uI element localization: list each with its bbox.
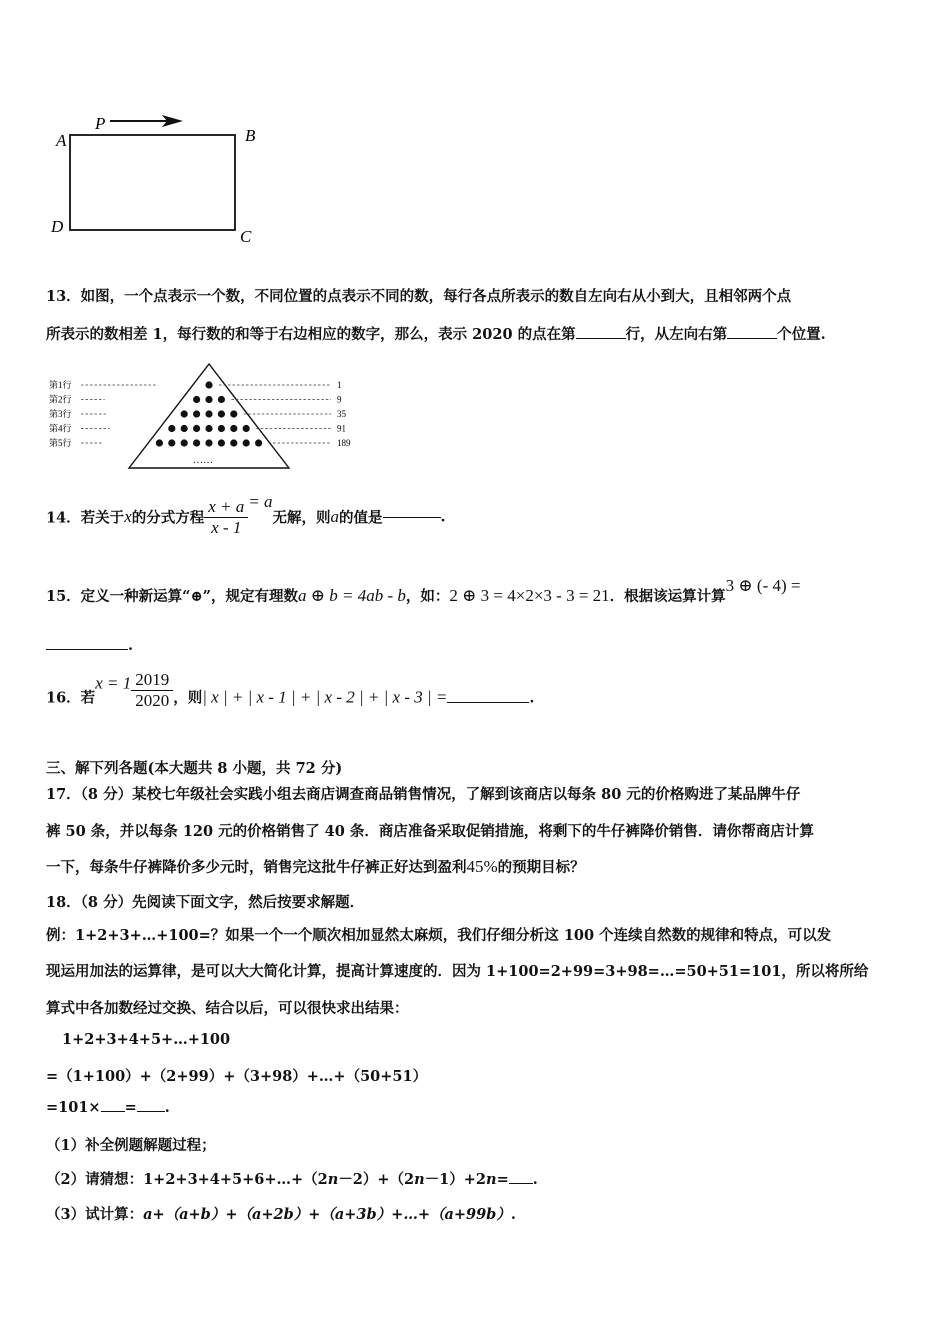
- q18-p3-a: （3）试计算：: [46, 1206, 144, 1223]
- number-dot: [168, 425, 175, 432]
- q18-p2-b: －2）+（2: [338, 1171, 415, 1188]
- q16-fraction: [131, 670, 173, 711]
- q14-fraction: [204, 497, 248, 538]
- q18-p3-b: .: [510, 1206, 516, 1223]
- number-dot: [181, 425, 188, 432]
- q14-mid: 的分式方程: [131, 509, 205, 527]
- q17-line3-a: 一下，每条牛仔裤降价多少元时，销售完这批牛仔裤正好达到盈利: [46, 859, 467, 876]
- number-dot: [205, 396, 212, 403]
- q18-p2-n1: n: [327, 1171, 339, 1188]
- number-dot: [193, 396, 200, 403]
- q15-example: 2 ⊕ 3 = 4×2×3 - 3 = 21: [449, 586, 610, 605]
- q17-line2: 裤 50 条，并以每条 120 元的价格销售了 40 条．商店准备采取促销措施，将剩下的牛仔裤降价销售．请你帮商店计算: [46, 823, 814, 840]
- number-dot: [230, 439, 237, 446]
- q18-p2-n3: n: [486, 1171, 497, 1188]
- q14-var-a: a: [330, 507, 339, 526]
- q18-calc-1: 1+2+3+4+5+…+100: [62, 1031, 231, 1048]
- q14: [46, 492, 446, 538]
- number-dot: [205, 410, 212, 417]
- q17-percent: 45%: [466, 857, 498, 876]
- row-sum: 9: [337, 394, 342, 405]
- q14-denominator: x - 1: [211, 517, 242, 537]
- q16-blank: [447, 701, 529, 703]
- label-b: B: [245, 126, 256, 145]
- number-dot: [243, 425, 250, 432]
- number-dot: [168, 439, 175, 446]
- label-a: A: [56, 131, 67, 150]
- q18-example-1: 例：1+2+3+…+100=？如果一个一个顺次相加显然太麻烦，我们仔细分析这 100 个连续自然数的规律和特点，可以发: [46, 927, 832, 944]
- q16-x-eq: x = 1: [95, 673, 132, 693]
- row-label: 第3行: [49, 409, 72, 419]
- q15-mid: ，如：: [405, 588, 450, 605]
- label-c: C: [240, 227, 252, 246]
- q13-text-a: 所表示的数相差 1，每行数的和等于右边相应的数字，那么，表示 2020 的点在第: [46, 326, 576, 343]
- triangle-rows: [49, 379, 351, 448]
- row-label: 第1行: [49, 380, 72, 390]
- q18-example-2: 现运用加法的运算律，是可以大大简化计算，提高计算速度的．因为 1+100=2+99=3+98=…=50+51=101，所以将所给: [46, 963, 869, 980]
- q18-p2-n2: n: [414, 1171, 425, 1188]
- q18-calc3-a: =101×: [46, 1099, 101, 1116]
- q14-prefix: 14．若关于: [46, 509, 125, 527]
- q15-compute: 3 ⊕ (- 4) =: [725, 576, 801, 595]
- number-dot: [205, 425, 212, 432]
- number-dot: [156, 439, 163, 446]
- label-p: P: [95, 114, 106, 133]
- q14-end: .: [440, 508, 446, 526]
- q14-eq: = a: [248, 492, 273, 511]
- row-sum: 91: [337, 423, 346, 434]
- q18-calc3-b: =: [124, 1099, 137, 1116]
- number-dot: [230, 425, 237, 432]
- q18-blank-2: [137, 1110, 165, 1112]
- q15-answer-line: [46, 637, 133, 654]
- q18-calc-3: [46, 1099, 170, 1116]
- number-dot: [205, 381, 212, 388]
- number-dot: [218, 425, 225, 432]
- number-dot: [193, 425, 200, 432]
- number-dot: [218, 396, 225, 403]
- q18-p2-a: （2）请猜想：1+2+3+4+5+6+…+（2: [46, 1171, 328, 1188]
- q18-part1: （1）补全例题解题过程；: [46, 1137, 216, 1154]
- q15-blank: [46, 648, 128, 650]
- q18-p2-c: －1）+2: [424, 1171, 487, 1188]
- q17-line1: 17．（8 分）某校七年级社会实践小组去商店调查商品销售情况，了解到该商店以每条 80 元的价格购进了某品牌牛仔: [46, 786, 801, 803]
- row-sum: 35: [337, 409, 346, 419]
- q17-line3-b: 的预期目标？: [497, 859, 585, 876]
- q16-prefix: 16．若: [46, 689, 96, 707]
- number-dot: [218, 439, 225, 446]
- q14-blank: [383, 516, 441, 518]
- number-dot: [230, 410, 237, 417]
- q16-end: .: [529, 689, 535, 707]
- q18-intro: 18．（8 分）先阅读下面文字，然后按要求解题．: [46, 894, 365, 911]
- row-sum: 189: [337, 438, 351, 448]
- q15-definition: a ⊕ b = 4ab - b: [298, 586, 406, 605]
- q18-p3-expr: a+（a+b）+（a+2b）+（a+3b）+…+（a+99b）: [143, 1206, 511, 1223]
- q13-blank-row: [576, 337, 626, 339]
- q14-after: 无解，则: [272, 509, 331, 527]
- q16-frac-den: 2020: [135, 691, 170, 710]
- q14-var-x: x: [124, 507, 132, 526]
- q18-calc3-c: .: [164, 1099, 170, 1116]
- q13-text-c: 个位置.: [777, 326, 826, 343]
- rectangle-figure: [40, 105, 280, 255]
- row-sum: 1: [337, 380, 342, 390]
- triangle-ellipsis: ……: [193, 455, 213, 466]
- number-dot: [193, 410, 200, 417]
- q18-blank-3: [509, 1182, 533, 1184]
- q13-line1: 13．如图，一个点表示一个数，不同位置的点表示不同的数，每行各点所表示的数自左向右从小到大，且相邻两个点: [46, 288, 792, 305]
- triangle-dot-figure: [45, 360, 365, 475]
- q18-part3: [46, 1203, 516, 1224]
- q16-frac-num: 2019: [131, 670, 173, 691]
- number-dot: [255, 439, 262, 446]
- q16-expr: | x | + | x - 1 | + | x - 2 | + | x - 3 | =: [202, 687, 448, 707]
- q14-numerator: x + a: [204, 497, 248, 518]
- number-dot: [181, 439, 188, 446]
- q15: [46, 576, 801, 606]
- row-label: 第2行: [49, 394, 72, 405]
- number-dot: [243, 439, 250, 446]
- q16-mid: ，则: [173, 689, 203, 707]
- q18-blank-1: [101, 1110, 125, 1112]
- number-dot: [218, 410, 225, 417]
- q13-text-b: 行，从左向右第: [625, 326, 728, 343]
- q18-part2: [46, 1168, 538, 1189]
- number-dot: [193, 439, 200, 446]
- q15-after: ．根据该运算计算: [609, 588, 726, 605]
- q13-line2: [46, 323, 826, 344]
- q15-end: .: [128, 637, 134, 654]
- q18-calc-2: =（1+100）+（2+99）+（3+98）+…+（50+51）: [46, 1068, 428, 1085]
- q18-p2-e: .: [532, 1171, 538, 1188]
- q18-p2-d: =: [496, 1171, 509, 1188]
- q13-blank-position: [727, 337, 777, 339]
- number-dot: [181, 410, 188, 417]
- row-label: 第4行: [49, 423, 72, 434]
- q16: [46, 670, 534, 711]
- rectangle-abcd: [70, 135, 235, 230]
- label-d: D: [51, 217, 64, 236]
- q17-line3: [46, 856, 585, 877]
- q15-prefix: 15．定义一种新运算“⊕”，规定有理数: [46, 588, 299, 605]
- number-dot: [205, 439, 212, 446]
- row-label: 第5行: [49, 438, 72, 448]
- section3-title: 三、解下列各题(本大题共 8 小题，共 72 分): [46, 760, 343, 777]
- q18-example-3: 算式中各加数经过交换、结合以后，可以很快求出结果：: [46, 1000, 409, 1017]
- q14-tail: 的值是: [339, 509, 383, 527]
